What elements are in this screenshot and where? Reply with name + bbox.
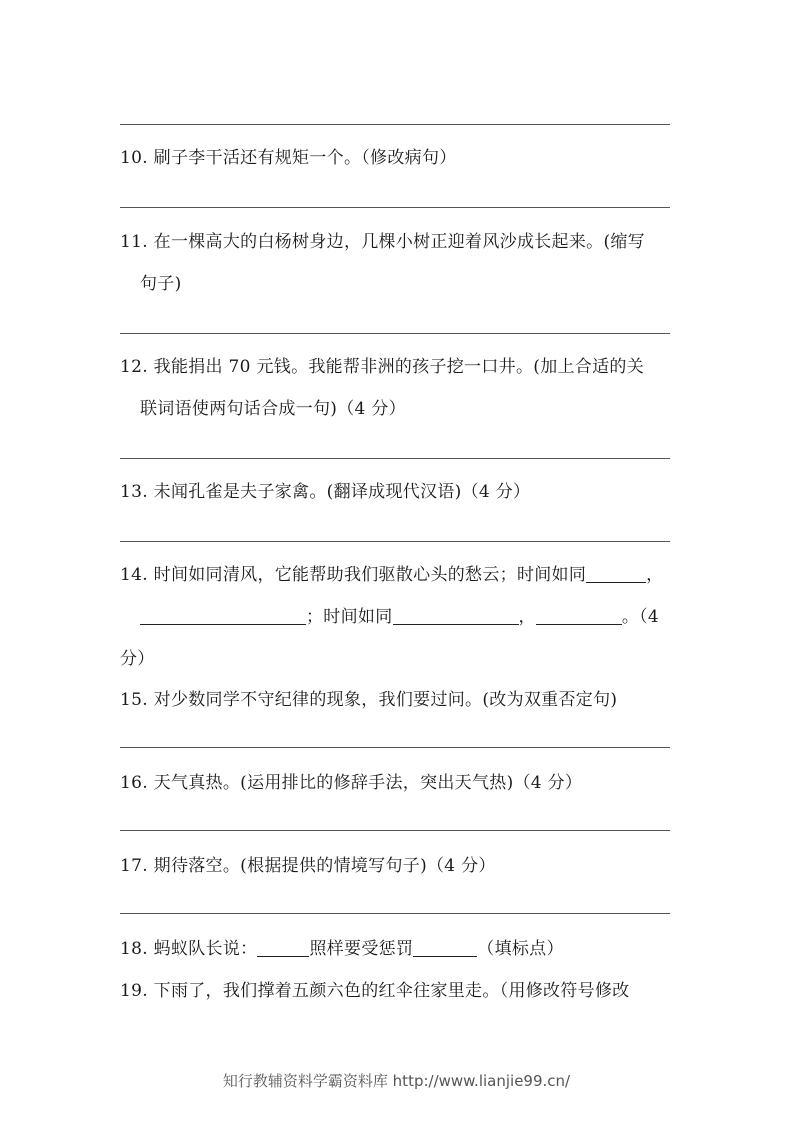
question-18-text-2: 照样要受惩罚 <box>309 939 414 959</box>
question-12: 12. 我能捐出 70 元钱。我能帮非洲的孩子挖一口井。(加上合适的关 <box>120 357 645 377</box>
question-18-text-3: （填标点） <box>477 939 564 959</box>
fill-blank[interactable] <box>257 938 309 957</box>
question-14-text-2: ；时间如同 <box>306 607 393 627</box>
question-14-text-4: 。（4 <box>621 607 660 627</box>
question-14 <box>120 564 663 586</box>
fill-blank[interactable] <box>536 606 622 625</box>
answer-line <box>120 458 670 459</box>
question-14-text-3: ， <box>518 607 536 627</box>
question-15: 15. 对少数同学不守纪律的现象，我们要过问。(改为双重否定句) <box>120 690 618 710</box>
fill-blank[interactable] <box>140 606 306 625</box>
answer-line <box>120 913 670 914</box>
fill-blank[interactable] <box>586 564 646 583</box>
question-11-continued: 句子) <box>140 274 182 294</box>
question-18-text: 18. 蚂蚁队长说： <box>120 939 258 959</box>
question-17: 17. 期待落空。(根据提供的情境写句子)（4 分） <box>120 856 496 876</box>
answer-line <box>120 333 670 334</box>
answer-line <box>120 830 670 831</box>
question-19: 19. 下雨了，我们撑着五颜六色的红伞往家里走。（用修改符号修改 <box>120 981 630 1001</box>
question-14-text: 14. 时间如同清风，它能帮助我们驱散心头的愁云；时间如同 <box>120 565 587 585</box>
question-13: 13. 未闻孔雀是夫子家禽。(翻译成现代汉语)（4 分） <box>120 482 531 502</box>
footer-watermark: 知行教辅资料学霸资料库 http://www.lianjie99.cn/ <box>222 1072 571 1090</box>
question-10: 10. 刷子李干活还有规矩一个。（修改病句） <box>120 148 457 168</box>
answer-line <box>120 207 670 208</box>
fill-blank[interactable] <box>393 606 519 625</box>
question-14-continued <box>140 606 659 628</box>
question-14-comma: ， <box>646 565 664 585</box>
question-16: 16. 天气真热。(运用排比的修辞手法，突出天气热)（4 分） <box>120 773 583 793</box>
answer-line <box>120 747 670 748</box>
fill-blank[interactable] <box>413 938 477 957</box>
question-14-score: 分） <box>120 649 155 669</box>
question-18 <box>120 938 564 960</box>
answer-line <box>120 541 670 542</box>
question-12-continued: 联词语使两句话合成一句)（4 分） <box>140 399 406 419</box>
question-11: 11. 在一棵高大的白杨树身边，几棵小树正迎着风沙成长起来。(缩写 <box>120 232 645 252</box>
answer-line <box>120 124 670 125</box>
